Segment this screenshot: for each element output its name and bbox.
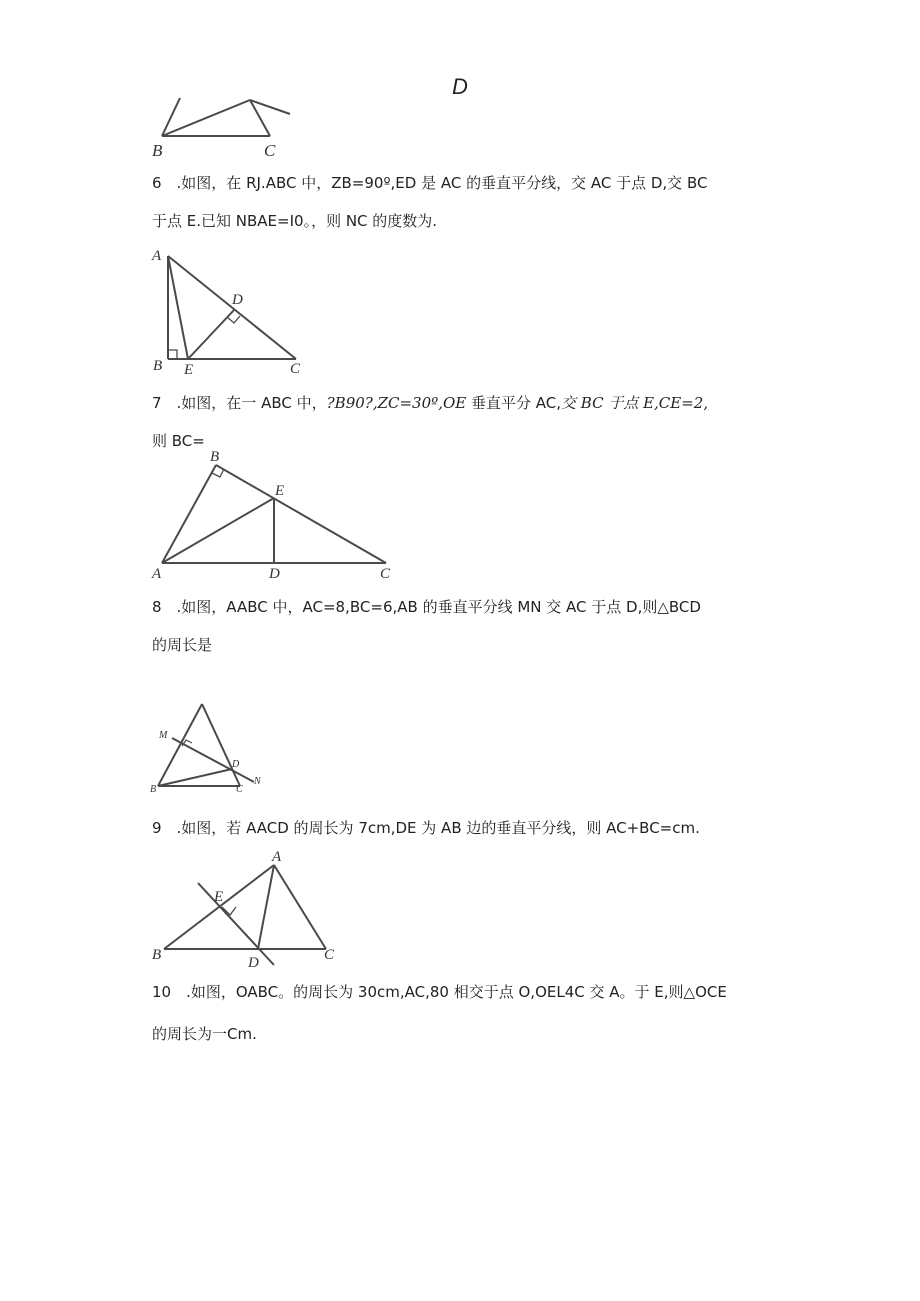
label-c: C [290, 361, 301, 377]
label-c: C [324, 947, 335, 963]
label-c: C [236, 784, 243, 795]
segment-ac [274, 865, 326, 949]
segment-bd [158, 769, 232, 786]
segment-ae [168, 256, 188, 359]
segment-ba [158, 704, 202, 786]
figure-q6 [148, 242, 318, 377]
label-a: A [272, 849, 282, 865]
segment-ad [258, 865, 274, 949]
label-e: E [214, 889, 224, 905]
figure-q8 [150, 696, 270, 796]
figure-q5-partial [150, 92, 300, 162]
label-b: B [153, 358, 163, 374]
label-d: D [232, 292, 243, 308]
label-a: A [152, 566, 162, 582]
label-d: D [269, 566, 280, 582]
q7-line-1 [152, 393, 708, 413]
q6-line-2: 于点 E.已知 NBAE=I0。，则 NC 的度数为. [152, 212, 438, 230]
segment-b-d [162, 100, 250, 136]
label-c: C [380, 566, 391, 582]
q7-text-d: 交 BC 于点 E,CE=2, [561, 394, 709, 412]
q6-line-1: 6 .如图，在 RJ.ABC 中，ZB=90º,ED 是 AC 的垂直平分线，交 AC 于点 D,交 BC [152, 174, 708, 192]
q7-text-c: 垂直平分 AC, [466, 394, 561, 412]
q7-text-a: 7 .如图，在一 ABC 中， [152, 394, 327, 412]
label-d: D [248, 955, 259, 971]
label-b: B [210, 449, 220, 465]
q7-text-b: ?B90?,ZC=30º,OE [326, 394, 467, 412]
label-b: B [152, 141, 163, 160]
line-mn [172, 738, 254, 782]
q7-line-2: 则 BC= [152, 432, 205, 450]
q10-line-2: 的周长为一Cm. [152, 1025, 257, 1043]
q10-line-1: 10 .如图，OABC。的周长为 30cm,AC,80 相交于点 O,OEL4C 交 A。于 E,则△OCE [152, 983, 727, 1001]
label-a: A [152, 248, 162, 264]
label-b: B [150, 784, 157, 795]
label-n: N [254, 776, 261, 787]
figure-q9 [148, 845, 348, 970]
right-angle-b [168, 350, 177, 359]
q9-line-1: 9 .如图，若 AACD 的周长为 7cm,DE 为 AB 边的垂直平分线，则 AC+BC=cm. [152, 819, 700, 837]
label-d: D [232, 759, 240, 770]
label-e: E [275, 483, 285, 499]
figure-q7 [148, 447, 398, 582]
label-m: M [159, 730, 168, 741]
q8-line-2: 的周长是 [152, 636, 213, 654]
right-angle-d [227, 316, 240, 323]
top-figure-label: D [452, 74, 468, 99]
segment-bc [216, 465, 386, 563]
q8-line-1: 8 .如图，AABC 中，AC=8,BC=6,AB 的垂直平分线 MN 交 AC 于点 D,则△BCD [152, 598, 701, 616]
label-c: C [264, 141, 276, 160]
label-e: E [184, 362, 194, 378]
label-b: B [152, 947, 162, 963]
